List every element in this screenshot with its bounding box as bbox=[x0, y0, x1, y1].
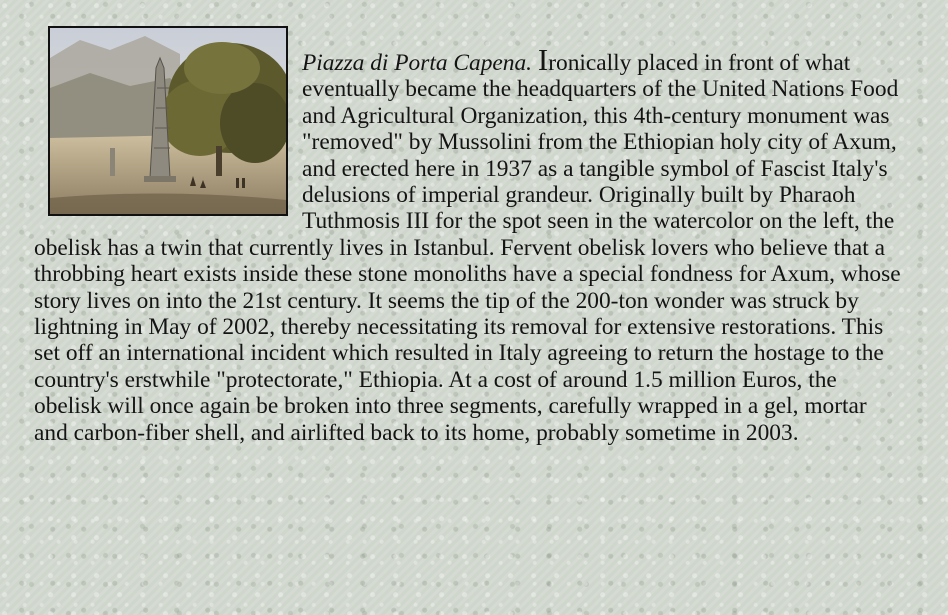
place-name: Piazza di Porta Capena. bbox=[302, 50, 533, 76]
article-paragraph bbox=[34, 42, 904, 446]
obelisk-watercolor-image bbox=[48, 26, 288, 216]
article-body: ronically placed in front of what eventually became the headquarters of the United Nations Food and Agricultural Organization, this 4th-century monument was "removed" by Mussolini from the Ethiopian holy city of Axum, and erected here in 1937 as a tangible symbol of Fascist Italy's delusions of imperial grandeur. Originally built by Pharaoh Tuthmosis III for the spot seen in the watercolor on the left, the obelisk has a twin that currently lives in Istanbul. Fervent obelisk lovers who believe that a throbbing heart exists inside these stone monoliths have a special fondness for Axum, whose story lives on into the 21st century. It seems the tip of the 200-ton wonder was struck by lightning in May of 2002, thereby necessitating its removal for extensive restorations. This set off an international incident which resulted in Italy agreeing to return the hostage to the country's erstwhile "protectorate," Ethiopia. At a cost of around 1.5 million Euros, the obelisk will once again be broken into three segments, carefully wrapped in a gel, mortar and carbon-fiber shell, and airlifted back to its home, probably sometime in 2003. bbox=[34, 50, 901, 446]
obelisk-watercolor-illustration bbox=[50, 28, 286, 214]
drop-cap-letter: I bbox=[537, 42, 549, 77]
